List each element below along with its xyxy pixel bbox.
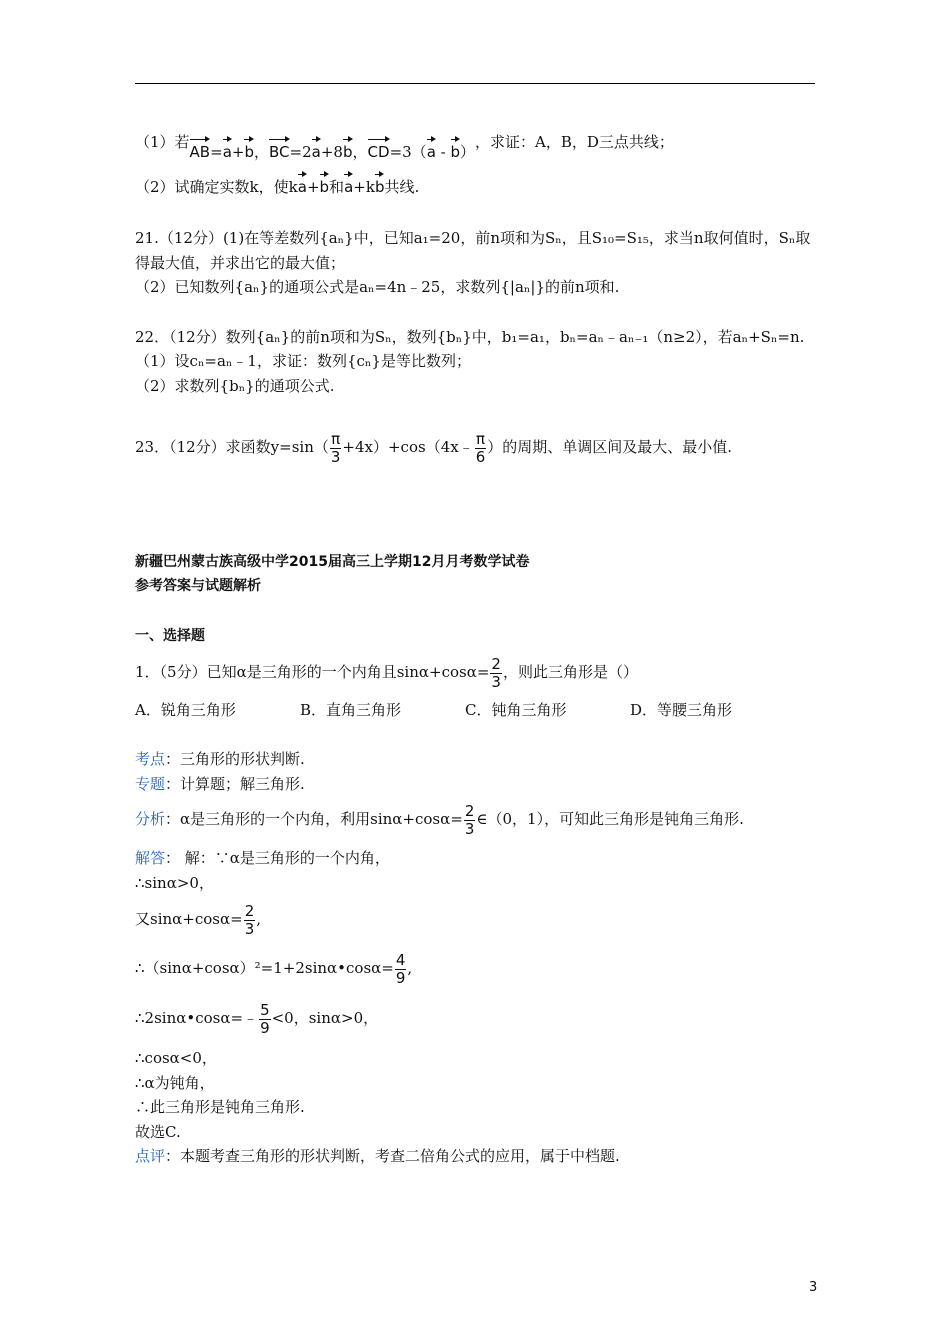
section-heading: 一、选择题: [135, 628, 205, 644]
vector-b-3: b: [450, 143, 461, 161]
step2-suffix: ,: [256, 910, 262, 928]
q20-sep-2: ，: [352, 143, 368, 161]
q20-eq1: =: [210, 143, 223, 161]
option-d: D．等腰三角形: [630, 701, 733, 719]
q23-prefix: 23．（12分）求函数y=sin（: [135, 438, 329, 456]
step2-num: 2: [244, 901, 255, 920]
answer-subtitle: 参考答案与试题解析: [135, 578, 261, 594]
q20-p2-plusk: +k: [353, 178, 375, 196]
q1-stem-prefix: 1．（5分）已知α是三角形的一个内角且sinα+cosα=: [135, 663, 490, 681]
fenxi: [135, 797, 744, 841]
step-1: ∴sinα>0，: [135, 874, 214, 892]
q23-question: [135, 425, 732, 469]
q20-eq3: =3（: [389, 143, 427, 161]
q21-line2: 得最大值，并求出它的最大值；: [135, 254, 346, 272]
vector-a-3: a: [426, 143, 436, 161]
q1-stem: [135, 650, 638, 694]
step4-prefix: ∴2sinα•cosα=﹣: [135, 1009, 259, 1027]
q20-p2-suffix: 共线.: [384, 178, 420, 196]
step4-num: 5: [260, 1000, 270, 1019]
vector-a-2: a: [311, 143, 321, 161]
vector-b-1: b: [244, 143, 254, 161]
option-a: A．锐角三角形: [135, 701, 236, 719]
dianping: [135, 1146, 620, 1166]
q1-options: [135, 700, 795, 720]
q1-stem-suffix: ，则此三角形是（）: [502, 663, 638, 681]
zhuanti-label: 专题: [135, 775, 166, 793]
answer-title: 新疆巴州蒙古族高级中学2015届高三上学期12月月考数学试卷: [135, 554, 530, 570]
vector-b-2: b: [342, 143, 353, 161]
option-b: B．直角三角形: [300, 701, 402, 719]
vector-cd: CD: [367, 143, 390, 161]
vector-a-4: a: [297, 178, 307, 196]
vector-ab: AB: [189, 143, 211, 161]
q21-line3: （2）已知数列{aₙ}的通项公式是aₙ=4n﹣25，求数列{|aₙ|}的前n项和.: [135, 278, 620, 296]
fenxi-prefix: ：α是三角形的一个内角，利用sinα+cosα=: [165, 810, 463, 828]
step-7: ∴此三角形是钝角三角形.: [135, 1098, 305, 1116]
step4-fraction: [259, 1002, 271, 1037]
step-6: ∴α为钝角，: [135, 1074, 215, 1092]
q1-frac-den: 3: [491, 672, 501, 691]
fenxi-suffix: ∈（0，1），可知此三角形是钝角三角形.: [476, 810, 744, 828]
q23-fraction-pi-3: [330, 431, 342, 466]
step3-fraction: [395, 952, 407, 987]
jieda-text: ： 解：∵α是三角形的一个内角，: [165, 849, 390, 867]
step-5: ∴cosα<0，: [135, 1049, 217, 1067]
q20-plus-1: +: [231, 143, 245, 161]
option-c: C．钝角三角形: [465, 701, 567, 719]
q20-p2-prefix: （2）试确定实数k，使k: [135, 178, 298, 196]
step3-prefix: ∴（sinα+cosα）²=1+2sinα•cosα=: [135, 959, 394, 977]
step3-suffix: ,: [407, 959, 413, 977]
fenxi-frac-den: 3: [464, 819, 475, 838]
dianping-text: ：本题考查三角形的形状判断，考查二倍角公式的应用，属于中档题.: [165, 1147, 620, 1165]
q20-sep-1: ，: [254, 143, 270, 161]
q23-frac1-den: 3: [330, 447, 341, 466]
q23-mid: +4x）+cos（4x﹣: [342, 438, 474, 456]
q1-frac-num: 2: [491, 654, 501, 673]
step-3: [135, 946, 412, 990]
q20-vector-expr: [190, 142, 476, 162]
dianping-label: 点评: [135, 1147, 166, 1165]
header-rule: [135, 83, 815, 84]
vector-b-5: b: [374, 178, 385, 196]
fenxi-label: 分析: [135, 810, 166, 828]
vector-a-5: a: [344, 178, 354, 196]
step4-suffix: <0，sinα>0，: [271, 1009, 379, 1027]
q20-p1-suffix: ，求证：A，B，D三点共线；: [475, 133, 674, 151]
q20-eq2: =2: [289, 143, 312, 161]
q22-line3: （2）求数列{bₙ}的通项公式.: [135, 377, 335, 395]
q23-fraction-pi-6: [475, 431, 487, 466]
step-4: [135, 996, 378, 1040]
q23-frac2-num: π: [475, 429, 485, 448]
zhuanti-text: ：计算题；解三角形.: [165, 775, 305, 793]
kaodian: [135, 749, 305, 769]
q20-close: ）: [460, 143, 476, 161]
page-number: 3: [809, 1280, 818, 1295]
jieda-label: 解答: [135, 849, 166, 867]
q23-frac2-den: 6: [475, 447, 486, 466]
vector-bc: BC: [269, 143, 290, 161]
step2-prefix: 又sinα+cosα=: [135, 910, 243, 928]
q21-line1: 21.（12分）(1)在等差数列{aₙ}中，已知a₁=20，前n项和为Sₙ，且S₁₀=S₁₅，求当n取何值时，Sₙ取: [135, 229, 811, 247]
q23-frac1-num: π: [331, 429, 341, 448]
step3-num: 4: [395, 950, 406, 969]
fenxi-fraction: [464, 803, 476, 838]
kaodian-label: 考点: [135, 750, 166, 768]
q20-p2-and: 和: [329, 178, 345, 196]
step-2: [135, 897, 261, 941]
q20-part2: [135, 177, 419, 197]
q20-p1-prefix: （1）若: [135, 133, 190, 151]
q23-suffix: ）的周期、单调区间及最大、最小值.: [487, 438, 733, 456]
vector-a-1: a: [222, 143, 232, 161]
q20-minus: -: [435, 143, 451, 161]
fenxi-frac-num: 2: [464, 801, 475, 820]
zhuanti: [135, 774, 305, 794]
q20-part1: [135, 132, 674, 161]
kaodian-text: ：三角形的形状判断.: [165, 750, 305, 768]
step2-fraction: [244, 903, 256, 938]
vector-b-4: b: [319, 178, 330, 196]
q1-fraction: [490, 656, 502, 691]
step2-den: 3: [244, 919, 255, 938]
jieda: [135, 848, 390, 868]
step4-den: 9: [260, 1018, 270, 1037]
q22-line2: （1）设cₙ=aₙ﹣1，求证：数列{cₙ}是等比数列；: [135, 352, 471, 370]
q22-line1: 22．（12分）数列{aₙ}的前n项和为Sₙ，数列{bₙ}中，b₁=a₁，bₙ=aₙ﹣aₙ₋₁（n≥2），若aₙ+Sₙ=n.: [135, 328, 805, 346]
step3-den: 9: [395, 968, 406, 987]
q20-p2-plus: +: [306, 178, 320, 196]
step-8: 故选C.: [135, 1123, 181, 1141]
q20-plus8: +8: [320, 143, 343, 161]
